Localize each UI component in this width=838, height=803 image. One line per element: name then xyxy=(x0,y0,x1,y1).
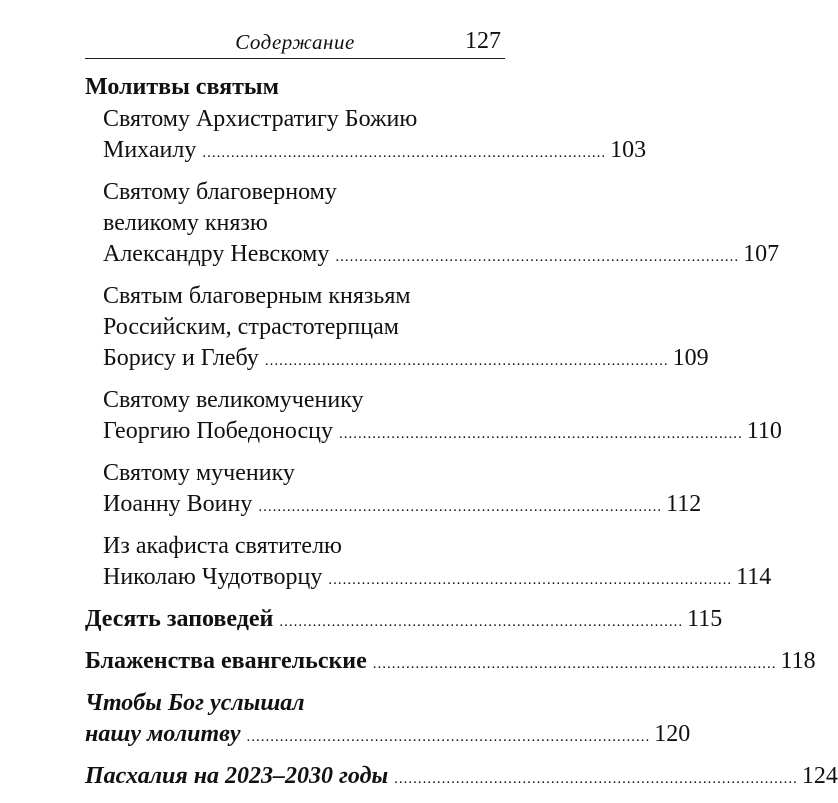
toc-entry-text: Чтобы Бог услышал xyxy=(85,690,305,716)
toc-entry-text: Борису и Глебу xyxy=(103,345,259,371)
toc-page-number: 110 xyxy=(746,418,782,444)
dot-leader: ..................................................................................... xyxy=(264,353,669,369)
dot-leader: ..................................................................................... xyxy=(202,145,607,161)
toc-entry-text: Святому благоверному xyxy=(103,179,337,205)
dot-leader: ..................................................................................... xyxy=(279,614,684,630)
dot-leader: ..................................................................................... xyxy=(335,249,740,265)
toc-entry-text: Михаилу xyxy=(103,137,197,163)
header-page-number: 127 xyxy=(465,28,501,54)
toc-entry-text: Блаженства евангельские xyxy=(85,648,367,674)
toc-entry-text: Святому великомученику xyxy=(103,387,364,413)
toc-entry[interactable] xyxy=(85,458,702,523)
toc-entry[interactable] xyxy=(85,104,647,169)
toc-entry-text: нашу молитву xyxy=(85,721,241,747)
toc-entry[interactable] xyxy=(85,646,816,680)
toc-entry-text: Святому Архистратигу Божию xyxy=(103,106,418,132)
dot-leader: ..................................................................................... xyxy=(328,572,733,588)
toc-entry-text: Николаю Чудотворцу xyxy=(103,564,323,590)
toc-page-number: 114 xyxy=(736,564,772,590)
toc-entry-text: Святым благоверным князьям xyxy=(103,283,411,309)
toc-page-number: 124 xyxy=(801,763,838,789)
toc-entry-text: Российским, страстотерпцам xyxy=(103,314,399,340)
dot-leader: ..................................................................................... xyxy=(258,499,663,515)
section-title: Молитвы святым xyxy=(85,74,279,100)
toc-entry[interactable] xyxy=(85,604,723,638)
toc-entry[interactable] xyxy=(85,177,780,273)
toc-entry-text: Из акафиста святителю xyxy=(103,533,342,559)
toc-entry[interactable] xyxy=(85,531,772,596)
toc-entry-text: Александру Невскому xyxy=(103,241,330,267)
toc-page-number: 118 xyxy=(780,648,816,674)
table-of-contents xyxy=(85,70,838,803)
toc-entry[interactable] xyxy=(85,385,782,450)
toc-page-number: 120 xyxy=(654,721,691,747)
toc-entry-text: Десять заповедей xyxy=(85,606,274,632)
toc-entry-text: великому князю xyxy=(103,210,268,236)
toc-entry[interactable] xyxy=(85,688,691,753)
running-header xyxy=(85,28,505,59)
toc-entry[interactable] xyxy=(85,761,838,795)
header-title: Содержание xyxy=(235,30,355,54)
toc-page-number: 103 xyxy=(610,137,647,163)
toc-page-number: 109 xyxy=(672,345,709,371)
toc-entry[interactable] xyxy=(85,281,709,377)
toc-entry-text: Святому мученику xyxy=(103,460,295,486)
dot-leader: ..................................................................................... xyxy=(246,729,651,745)
dot-leader: ..................................................................................... xyxy=(394,771,798,787)
dot-leader: ..................................................................................... xyxy=(372,656,777,672)
toc-page-number: 115 xyxy=(687,606,723,632)
toc-entry-text: Иоанну Воину xyxy=(103,491,253,517)
dot-leader: ..................................................................................... xyxy=(339,426,743,442)
toc-page-number: 112 xyxy=(666,491,702,517)
toc-page-number: 107 xyxy=(743,241,780,267)
toc-entry-text: Пасхалия на 2023–2030 годы xyxy=(85,763,389,789)
toc-entry-text: Георгию Победоносцу xyxy=(103,418,334,444)
